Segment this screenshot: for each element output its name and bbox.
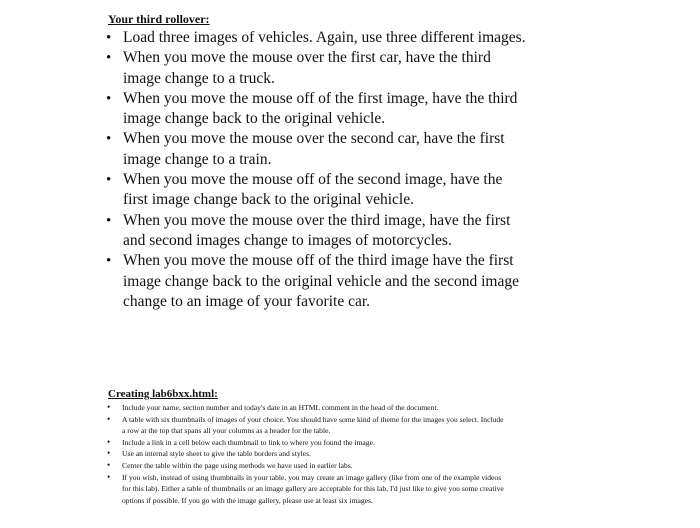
list-item: • Use an internal style sheet to give the table borders and styles.: [107, 448, 311, 459]
bullet-icon: •: [107, 459, 111, 470]
list-item: • Include your name, section number and today's date in an HTML comment in the head of the document.: [107, 402, 439, 412]
bullet-icon: •: [106, 50, 112, 67]
bullet-icon: •: [106, 172, 112, 189]
list-item: • When you move the mouse off of the third image have the first image change back to the original vehicle and the second image change to an image of your favorite car.: [106, 252, 519, 310]
list-item: • When you move the mouse off of the first image, have the third image change back to the original vehicle.: [106, 89, 518, 128]
bullet-icon: •: [106, 131, 112, 148]
list-item: • A table with six thumbnails of images of your choice. You should have some kind of theme for the images you select. Include a row at the top that spans all your columns as a header for the table.: [107, 413, 504, 436]
bullet-icon: •: [106, 90, 112, 107]
bullet-icon: •: [106, 212, 112, 229]
bullet-icon: •: [107, 448, 111, 459]
list-item: • If you wish, instead of using thumbnails in your table, you may create an image gallery (like from one of the example videos for this lab). Either a table of thumbnails or an image gallery are acceptable for this lab, I'd just like to give you some creative options if possible. If you go with the image gallery, please use at least six images.: [107, 471, 504, 505]
bullet-icon: •: [107, 402, 111, 412]
rollover-list: [106, 28, 526, 312]
list-item: • Include a link in a cell below each thumbnail to link to where you found the image.: [107, 436, 375, 447]
bullet-icon: •: [107, 436, 111, 447]
list-item: • When you move the mouse off of the second image, have the first image change back to the original vehicle.: [106, 171, 503, 209]
creating-heading: Creating lab6bxx.html:: [108, 388, 218, 400]
rollover-heading: Your third rollover:: [108, 12, 210, 26]
bullet-icon: •: [106, 253, 112, 270]
list-item: • When you move the mouse over the third image, have the first and second images change to images of motorcycles.: [106, 211, 511, 249]
bullet-icon: •: [107, 413, 111, 424]
list-item: • When you move the mouse over the second car, have the first image change to a train.: [106, 130, 505, 168]
bullet-icon: •: [107, 471, 111, 482]
list-item: • Center the table within the page using methods we have used in earlier labs.: [107, 459, 353, 470]
list-item: • When you move the mouse over the first car, have the third image change to a truck.: [106, 49, 491, 87]
creating-list: [106, 402, 506, 506]
list-item: • Load three images of vehicles. Again, use three different images.: [106, 28, 526, 48]
bullet-icon: •: [106, 30, 112, 46]
